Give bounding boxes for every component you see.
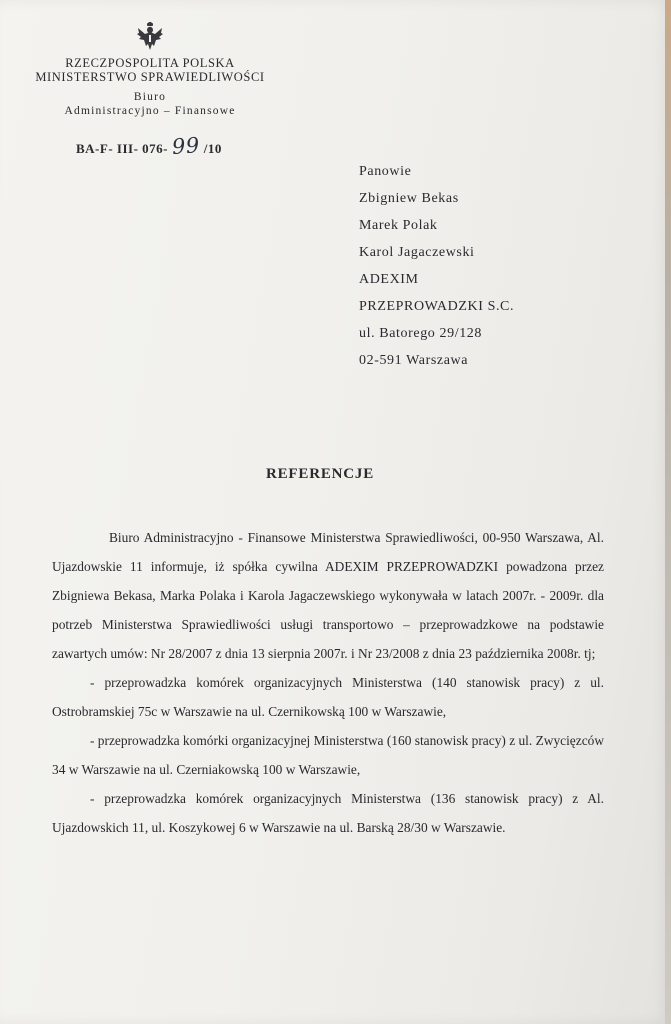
recipient-line: PRZEPROWADZKI S.C. [359,299,515,314]
letterhead-line-department: Administracyjno – Finansowe [64,105,236,117]
recipient-address [359,158,514,374]
recipient-line: ul. Batorego 29/128 [359,326,482,341]
recipient-line: Zbigniew Bekas [359,191,459,206]
intro-paragraph: Biuro Administracyjno - Finansowe Ministerstwa Sprawiedliwości, 00-950 Warszawa, Al. Ujazdowskie 11 informuje, iż spółka cywilna ADEXIM PRZEPROWADZKI powadzona przez Zbigniewa Bekasa, Marka Polaka i Karola Jagaczewskiego wykonywała w latach 2007r. - 2009r. dla potrzeb Ministerstwa Sprawiedliwości usługi transportowo – przeprowadzkowe na podstawie zawartych umów: Nr 28/2007 z dnia 13 sierpnia 2007r. i Nr 23/2008 z dnia 23 października 2008r. tj; [52,530,604,661]
document-title: REFERENCJE [265,466,374,482]
recipient-line: 02-591 Warszawa [359,353,469,368]
reference-handwritten-number: 99 [171,133,201,159]
relocation-item: - przeprowadzka komórek organizacyjnych Ministerstwa (136 stanowisk pracy) z Al. Ujazdowskich 11, ul. Koszykowej 6 w Warszawie na ul. Barską 28/30 w Warszawie. [52,791,604,835]
letterhead-line-ministry: MINISTERSTWO SPRAWIEDLIWOŚCI [35,70,265,84]
recipient-line: Panowie [359,164,412,179]
relocation-item: - przeprowadzka komórki organizacyjnej Ministerstwa (160 stanowisk pracy) z ul. Zwycięzców 34 w Warszawie na ul. Czerniakowską 100 w Warszawie, [52,733,605,777]
letter-body [52,523,604,842]
recipient-line: Marek Polak [359,218,438,233]
letterhead-line-office: Biuro [133,91,167,103]
polish-eagle-emblem-icon [136,22,164,52]
reference-suffix: /10 [203,141,222,156]
letterhead [20,22,280,118]
page-edge [665,0,671,1024]
reference-prefix: BA-F- III- 076- [76,141,168,156]
recipient-line: ADEXIM [359,272,419,287]
recipient-line: Karol Jagaczewski [359,245,475,260]
letterhead-line-country: RZECZPOSPOLITA POLSKA [65,56,235,70]
reference-number [76,134,222,158]
relocation-item: - przeprowadzka komórek organizacyjnych Ministerstwa (140 stanowisk pracy) z ul. Ostrobramskiej 75c w Warszawie na ul. Czernikowską 100 w Warszawie, [52,675,604,719]
